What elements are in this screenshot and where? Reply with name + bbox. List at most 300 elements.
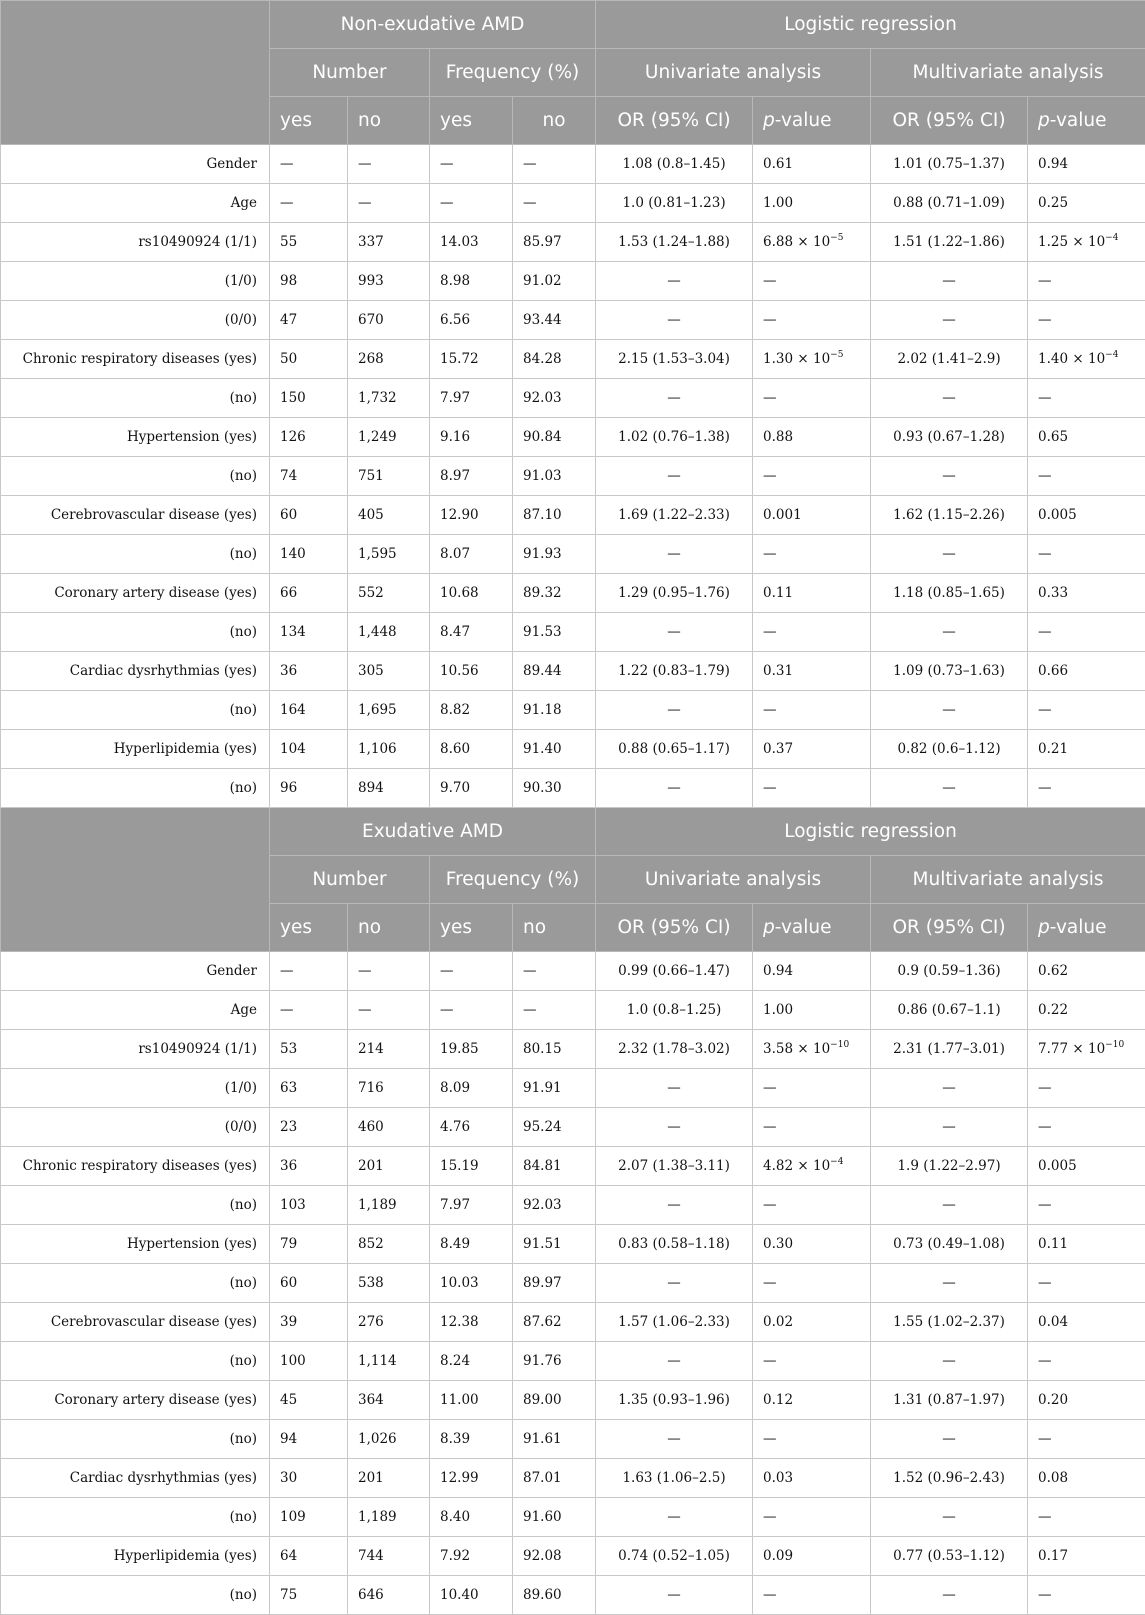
univariate-or-cell bbox=[596, 1537, 753, 1576]
number-no-cell bbox=[348, 613, 430, 652]
number-no-cell-text: 1,189 bbox=[358, 1197, 397, 1213]
univariate-p-cell-text: 1.30 × 10 bbox=[763, 351, 830, 367]
frequency-no-cell-text: 89.00 bbox=[523, 1392, 562, 1408]
univariate-p-cell-text: 1.00 bbox=[763, 195, 793, 211]
number-no-cell-text: 670 bbox=[358, 312, 384, 328]
univariate-or-cell-text: 2.32 (1.78–3.02) bbox=[618, 1041, 730, 1057]
number-yes-cell bbox=[270, 1030, 348, 1069]
frequency-yes-cell bbox=[430, 535, 513, 574]
number-no-cell-text: 1,448 bbox=[358, 624, 397, 640]
multivariate-p-header bbox=[1028, 904, 1145, 952]
frequency-yes-cell-text: 9.16 bbox=[440, 429, 470, 445]
variable-cell-text: (0/0) bbox=[225, 1119, 257, 1135]
frequency-yes-cell bbox=[430, 1537, 513, 1576]
number-yes-cell bbox=[270, 184, 348, 223]
multivariate-p-cell-text: 1.25 × 10 bbox=[1038, 234, 1105, 250]
univariate-or-cell-text: 2.15 (1.53–3.04) bbox=[618, 351, 730, 367]
multivariate-p-cell-text: 0.94 bbox=[1038, 156, 1068, 172]
frequency-no-cell-text: 91.60 bbox=[523, 1509, 562, 1525]
number-no-cell bbox=[348, 1186, 430, 1225]
variable-cell bbox=[1, 1108, 270, 1147]
variable-cell-text: (1/0) bbox=[225, 273, 257, 289]
group-header: Exudative AMD bbox=[270, 808, 596, 856]
table-row bbox=[1, 691, 1145, 730]
multivariate-p-cell-text: 0.20 bbox=[1038, 1392, 1068, 1408]
multivariate-p-cell-text: 0.005 bbox=[1038, 507, 1077, 523]
frequency-no-cell bbox=[513, 496, 596, 535]
univariate-or-cell-text: — bbox=[667, 1197, 681, 1213]
multivariate-or-cell bbox=[871, 1186, 1028, 1225]
univariate-or-cell bbox=[596, 952, 753, 991]
multivariate-p-cell-text: — bbox=[1038, 1587, 1052, 1603]
multivariate-or-cell-text: 0.77 (0.53–1.12) bbox=[893, 1548, 1005, 1564]
univariate-p-cell-text: — bbox=[763, 273, 777, 289]
number-no-cell bbox=[348, 1342, 430, 1381]
frequency-yes-cell-text: 10.03 bbox=[440, 1275, 479, 1291]
variable-cell bbox=[1, 691, 270, 730]
univariate-or-cell-text: 1.29 (0.95–1.76) bbox=[618, 585, 730, 601]
variable-cell bbox=[1, 730, 270, 769]
variable-cell bbox=[1, 145, 270, 184]
multivariate-or-cell-text: — bbox=[942, 624, 956, 640]
frequency-yes-cell bbox=[430, 379, 513, 418]
univariate-or-cell bbox=[596, 223, 753, 262]
frequency-yes-cell-text: — bbox=[440, 156, 454, 172]
number-no-cell bbox=[348, 574, 430, 613]
multivariate-p-cell bbox=[1028, 1303, 1145, 1342]
univariate-or-cell-text: 1.02 (0.76–1.38) bbox=[618, 429, 730, 445]
univariate-p-cell-text: — bbox=[763, 1431, 777, 1447]
frequency-yes-cell-text: 8.47 bbox=[440, 624, 470, 640]
table-row bbox=[1, 340, 1145, 379]
number-yes-cell-text: 50 bbox=[280, 351, 297, 367]
number-no-cell bbox=[348, 145, 430, 184]
multivariate-or-cell-text: 2.02 (1.41–2.9) bbox=[897, 351, 1000, 367]
univariate-or-cell-text: — bbox=[667, 1119, 681, 1135]
univariate-p-cell bbox=[753, 730, 871, 769]
variable-cell-text: (no) bbox=[230, 546, 257, 562]
table-row bbox=[1, 952, 1145, 991]
univariate-or-cell-text: — bbox=[667, 780, 681, 796]
section-body-non-exudative bbox=[1, 145, 1145, 808]
univariate-or-cell-text: — bbox=[667, 312, 681, 328]
univariate-p-cell-text: 0.03 bbox=[763, 1470, 793, 1486]
multivariate-or-cell-text: — bbox=[942, 1509, 956, 1525]
univariate-or-cell-text: 0.74 (0.52–1.05) bbox=[618, 1548, 730, 1564]
frequency-yes-cell bbox=[430, 769, 513, 808]
number-yes-cell bbox=[270, 1225, 348, 1264]
number-no-cell bbox=[348, 1225, 430, 1264]
multivariate-or-cell-text: — bbox=[942, 312, 956, 328]
variable-cell-text: (no) bbox=[230, 1197, 257, 1213]
frequency-yes-cell bbox=[430, 1420, 513, 1459]
multivariate-or-cell-text: — bbox=[942, 1080, 956, 1096]
number-no-cell-text: 1,249 bbox=[358, 429, 397, 445]
number-no-cell bbox=[348, 1147, 430, 1186]
univariate-p-cell-text: — bbox=[763, 702, 777, 718]
frequency-yes-cell bbox=[430, 1186, 513, 1225]
frequency-no-cell bbox=[513, 730, 596, 769]
number-no-cell-text: 716 bbox=[358, 1080, 384, 1096]
multivariate-p-header bbox=[1028, 97, 1145, 145]
univariate-p-cell bbox=[753, 1420, 871, 1459]
variable-cell bbox=[1, 952, 270, 991]
univariate-or-cell-text: — bbox=[667, 1353, 681, 1369]
univariate-or-cell bbox=[596, 301, 753, 340]
table-row bbox=[1, 1381, 1145, 1420]
frequency-no-cell-text: 84.81 bbox=[523, 1158, 562, 1174]
multivariate-p-cell-text: — bbox=[1038, 1119, 1052, 1135]
frequency-no-cell-text: 89.44 bbox=[523, 663, 562, 679]
number-yes-cell bbox=[270, 418, 348, 457]
frequency-no-cell-text: 90.84 bbox=[523, 429, 562, 445]
multivariate-p-cell bbox=[1028, 184, 1145, 223]
number-yes-cell-text: 64 bbox=[280, 1548, 297, 1564]
univariate-or-cell-text: — bbox=[667, 1587, 681, 1603]
frequency-header: Frequency (%) bbox=[430, 856, 596, 904]
number-no-cell bbox=[348, 769, 430, 808]
univariate-or-cell bbox=[596, 1147, 753, 1186]
number-yes-header: yes bbox=[270, 904, 348, 952]
table-row bbox=[1, 1420, 1145, 1459]
univariate-or-cell-text: — bbox=[667, 390, 681, 406]
number-yes-cell-text: 39 bbox=[280, 1314, 297, 1330]
multivariate-header: Multivariate analysis bbox=[871, 856, 1145, 904]
number-yes-cell bbox=[270, 379, 348, 418]
univariate-or-cell bbox=[596, 1498, 753, 1537]
number-no-cell-text: 1,114 bbox=[358, 1353, 397, 1369]
multivariate-p-cell-text: — bbox=[1038, 546, 1052, 562]
multivariate-or-cell bbox=[871, 952, 1028, 991]
number-yes-cell bbox=[270, 223, 348, 262]
frequency-no-cell-text: 85.97 bbox=[523, 234, 562, 250]
univariate-p-cell-text: — bbox=[763, 780, 777, 796]
multivariate-or-cell bbox=[871, 652, 1028, 691]
frequency-yes-cell bbox=[430, 691, 513, 730]
number-no-cell-text: 1,106 bbox=[358, 741, 397, 757]
frequency-yes-cell-text: 12.38 bbox=[440, 1314, 479, 1330]
number-yes-cell-text: 134 bbox=[280, 624, 306, 640]
univariate-p-cell bbox=[753, 1537, 871, 1576]
p-rest: -value bbox=[775, 917, 832, 938]
variable-cell bbox=[1, 1381, 270, 1420]
number-no-cell-text: — bbox=[358, 156, 372, 172]
variable-cell bbox=[1, 496, 270, 535]
frequency-no-cell-text: 84.28 bbox=[523, 351, 562, 367]
frequency-no-cell-text: 91.18 bbox=[523, 702, 562, 718]
frequency-no-cell bbox=[513, 145, 596, 184]
multivariate-or-cell bbox=[871, 418, 1028, 457]
univariate-p-cell-text: — bbox=[763, 468, 777, 484]
number-yes-cell-text: 140 bbox=[280, 546, 306, 562]
univariate-p-cell bbox=[753, 1303, 871, 1342]
univariate-or-header: OR (95% CI) bbox=[596, 97, 753, 145]
variable-cell-text: rs10490924 (1/1) bbox=[138, 1041, 257, 1057]
variable-cell bbox=[1, 1225, 270, 1264]
number-no-cell-text: 993 bbox=[358, 273, 384, 289]
number-no-cell bbox=[348, 1381, 430, 1420]
number-yes-cell-text: 60 bbox=[280, 1275, 297, 1291]
frequency-yes-cell-text: 8.49 bbox=[440, 1236, 470, 1252]
number-yes-cell bbox=[270, 1108, 348, 1147]
frequency-no-cell-text: 91.53 bbox=[523, 624, 562, 640]
number-yes-cell bbox=[270, 1264, 348, 1303]
multivariate-or-cell bbox=[871, 535, 1028, 574]
number-no-cell bbox=[348, 262, 430, 301]
table-row bbox=[1, 184, 1145, 223]
univariate-or-cell-text: 1.0 (0.8–1.25) bbox=[627, 1002, 722, 1018]
frequency-no-cell bbox=[513, 1576, 596, 1615]
variable-cell bbox=[1, 418, 270, 457]
multivariate-p-cell-exponent: −4 bbox=[1105, 350, 1118, 360]
univariate-or-cell bbox=[596, 457, 753, 496]
table-row bbox=[1, 730, 1145, 769]
univariate-or-cell-text: 1.69 (1.22–2.33) bbox=[618, 507, 730, 523]
multivariate-p-cell-text: 0.11 bbox=[1038, 1236, 1068, 1252]
univariate-p-cell-text: — bbox=[763, 312, 777, 328]
multivariate-p-cell bbox=[1028, 145, 1145, 184]
univariate-or-cell bbox=[596, 1342, 753, 1381]
multivariate-p-cell bbox=[1028, 1420, 1145, 1459]
multivariate-or-cell bbox=[871, 379, 1028, 418]
frequency-yes-cell bbox=[430, 1225, 513, 1264]
univariate-p-cell bbox=[753, 145, 871, 184]
number-no-cell bbox=[348, 535, 430, 574]
variable-cell bbox=[1, 613, 270, 652]
variable-cell bbox=[1, 574, 270, 613]
frequency-yes-cell-text: — bbox=[440, 963, 454, 979]
frequency-yes-cell bbox=[430, 1498, 513, 1537]
univariate-p-cell bbox=[753, 1147, 871, 1186]
multivariate-header: Multivariate analysis bbox=[871, 49, 1145, 97]
multivariate-p-cell bbox=[1028, 496, 1145, 535]
number-yes-cell-text: 109 bbox=[280, 1509, 306, 1525]
variable-cell-text: Hyperlipidemia (yes) bbox=[114, 741, 257, 757]
number-no-cell bbox=[348, 1498, 430, 1537]
number-no-cell-text: 214 bbox=[358, 1041, 384, 1057]
multivariate-p-cell bbox=[1028, 1030, 1145, 1069]
number-no-cell-text: 201 bbox=[358, 1158, 384, 1174]
table-row bbox=[1, 223, 1145, 262]
multivariate-or-cell-text: 1.01 (0.75–1.37) bbox=[893, 156, 1005, 172]
section-header-non-exudative bbox=[1, 1, 1145, 145]
multivariate-p-cell bbox=[1028, 457, 1145, 496]
variable-cell-text: Cerebrovascular disease (yes) bbox=[51, 1314, 257, 1330]
table-row bbox=[1, 1108, 1145, 1147]
frequency-no-cell-text: 95.24 bbox=[523, 1119, 562, 1135]
logistic-header: Logistic regression bbox=[596, 1, 1145, 49]
number-yes-cell bbox=[270, 1303, 348, 1342]
number-yes-cell-text: 60 bbox=[280, 507, 297, 523]
univariate-or-cell bbox=[596, 262, 753, 301]
univariate-or-cell bbox=[596, 1459, 753, 1498]
frequency-yes-cell bbox=[430, 262, 513, 301]
number-no-cell-text: 1,695 bbox=[358, 702, 397, 718]
multivariate-p-cell bbox=[1028, 340, 1145, 379]
frequency-no-cell-text: 89.60 bbox=[523, 1587, 562, 1603]
number-yes-cell bbox=[270, 1420, 348, 1459]
multivariate-or-cell-text: — bbox=[942, 1431, 956, 1447]
frequency-yes-cell-text: 8.98 bbox=[440, 273, 470, 289]
univariate-or-cell bbox=[596, 184, 753, 223]
univariate-or-cell-text: — bbox=[667, 546, 681, 562]
number-yes-cell bbox=[270, 340, 348, 379]
multivariate-p-cell-text: — bbox=[1038, 780, 1052, 796]
variable-cell bbox=[1, 1498, 270, 1537]
variable-cell bbox=[1, 457, 270, 496]
table-row bbox=[1, 1459, 1145, 1498]
univariate-p-cell-text: 0.11 bbox=[763, 585, 793, 601]
number-no-cell bbox=[348, 223, 430, 262]
number-yes-cell-text: 103 bbox=[280, 1197, 306, 1213]
number-yes-cell bbox=[270, 1342, 348, 1381]
multivariate-p-cell-text: 0.25 bbox=[1038, 195, 1068, 211]
frequency-no-cell-text: 89.97 bbox=[523, 1275, 562, 1291]
univariate-or-cell-text: — bbox=[667, 1431, 681, 1447]
univariate-or-cell bbox=[596, 418, 753, 457]
variable-cell bbox=[1, 1420, 270, 1459]
univariate-or-cell bbox=[596, 340, 753, 379]
variable-cell-text: (0/0) bbox=[225, 312, 257, 328]
multivariate-or-cell bbox=[871, 1030, 1028, 1069]
number-no-cell bbox=[348, 418, 430, 457]
variable-cell-text: (no) bbox=[230, 1587, 257, 1603]
frequency-no-cell-text: 91.51 bbox=[523, 1236, 562, 1252]
variable-cell bbox=[1, 301, 270, 340]
multivariate-or-cell-text: 1.55 (1.02–2.37) bbox=[893, 1314, 1005, 1330]
number-yes-cell-text: 36 bbox=[280, 663, 297, 679]
multivariate-or-cell-text: 1.9 (1.22–2.97) bbox=[897, 1158, 1000, 1174]
multivariate-or-cell bbox=[871, 1225, 1028, 1264]
multivariate-p-cell-text: 0.21 bbox=[1038, 741, 1068, 757]
variable-cell-text: (no) bbox=[230, 624, 257, 640]
univariate-p-cell-text: — bbox=[763, 546, 777, 562]
variable-cell-text: Hyperlipidemia (yes) bbox=[114, 1548, 257, 1564]
table-row bbox=[1, 652, 1145, 691]
variable-cell bbox=[1, 1459, 270, 1498]
number-no-header: no bbox=[348, 904, 430, 952]
multivariate-or-cell-text: 1.62 (1.15–2.26) bbox=[893, 507, 1005, 523]
variable-cell bbox=[1, 769, 270, 808]
univariate-p-cell-text: 0.88 bbox=[763, 429, 793, 445]
variable-cell-text: Gender bbox=[206, 156, 257, 172]
variable-cell bbox=[1, 1576, 270, 1615]
number-yes-cell bbox=[270, 1459, 348, 1498]
number-header: Number bbox=[270, 856, 430, 904]
univariate-p-cell bbox=[753, 535, 871, 574]
frequency-no-cell-text: 91.91 bbox=[523, 1080, 562, 1096]
variable-cell-text: Cardiac dysrhythmias (yes) bbox=[70, 663, 257, 679]
variable-cell bbox=[1, 1030, 270, 1069]
frequency-yes-cell-text: 8.97 bbox=[440, 468, 470, 484]
number-no-cell-text: — bbox=[358, 963, 372, 979]
multivariate-p-cell bbox=[1028, 1576, 1145, 1615]
number-yes-cell-text: 96 bbox=[280, 780, 297, 796]
number-yes-cell bbox=[270, 730, 348, 769]
univariate-p-cell bbox=[753, 418, 871, 457]
frequency-yes-cell-text: 8.40 bbox=[440, 1509, 470, 1525]
frequency-no-cell bbox=[513, 1303, 596, 1342]
number-no-cell bbox=[348, 991, 430, 1030]
table-row bbox=[1, 1303, 1145, 1342]
variable-cell-text: (no) bbox=[230, 1275, 257, 1291]
univariate-p-cell bbox=[753, 613, 871, 652]
number-yes-cell bbox=[270, 1147, 348, 1186]
multivariate-or-cell bbox=[871, 1420, 1028, 1459]
number-yes-cell-text: 100 bbox=[280, 1353, 306, 1369]
frequency-yes-cell-text: 8.60 bbox=[440, 741, 470, 757]
univariate-or-cell bbox=[596, 1030, 753, 1069]
multivariate-or-cell-text: — bbox=[942, 468, 956, 484]
multivariate-or-cell bbox=[871, 991, 1028, 1030]
number-yes-cell bbox=[270, 1381, 348, 1420]
variable-cell bbox=[1, 1264, 270, 1303]
frequency-yes-cell-text: 8.07 bbox=[440, 546, 470, 562]
multivariate-p-cell bbox=[1028, 1069, 1145, 1108]
univariate-p-cell-text: 0.02 bbox=[763, 1314, 793, 1330]
frequency-no-cell-text: 90.30 bbox=[523, 780, 562, 796]
p-rest: -value bbox=[775, 110, 832, 131]
multivariate-p-cell-text: 0.005 bbox=[1038, 1158, 1077, 1174]
frequency-yes-cell bbox=[430, 1264, 513, 1303]
multivariate-p-cell bbox=[1028, 1147, 1145, 1186]
frequency-no-cell-text: 91.76 bbox=[523, 1353, 562, 1369]
multivariate-p-cell bbox=[1028, 1459, 1145, 1498]
univariate-p-cell bbox=[753, 1069, 871, 1108]
frequency-no-cell bbox=[513, 418, 596, 457]
univariate-or-cell bbox=[596, 1225, 753, 1264]
multivariate-p-cell-text: 0.62 bbox=[1038, 963, 1068, 979]
variable-cell bbox=[1, 652, 270, 691]
variable-cell-text: Cardiac dysrhythmias (yes) bbox=[70, 1470, 257, 1486]
frequency-no-cell-text: — bbox=[523, 195, 537, 211]
univariate-or-cell-text: 0.83 (0.58–1.18) bbox=[618, 1236, 730, 1252]
univariate-p-cell bbox=[753, 262, 871, 301]
univariate-or-cell bbox=[596, 574, 753, 613]
number-yes-cell bbox=[270, 652, 348, 691]
number-header: Number bbox=[270, 49, 430, 97]
univariate-p-cell-text: — bbox=[763, 390, 777, 406]
univariate-p-header bbox=[753, 904, 871, 952]
univariate-or-cell bbox=[596, 1381, 753, 1420]
variable-cell bbox=[1, 1342, 270, 1381]
variable-cell bbox=[1, 1147, 270, 1186]
number-yes-cell bbox=[270, 535, 348, 574]
number-no-cell-text: 1,189 bbox=[358, 1509, 397, 1525]
number-yes-cell-text: 30 bbox=[280, 1470, 297, 1486]
univariate-p-cell-text: — bbox=[763, 1353, 777, 1369]
p-italic: p bbox=[1038, 110, 1050, 131]
multivariate-p-cell bbox=[1028, 1342, 1145, 1381]
univariate-or-cell-text: 1.53 (1.24–1.88) bbox=[618, 234, 730, 250]
univariate-p-cell-exponent: −5 bbox=[830, 233, 843, 243]
multivariate-or-cell bbox=[871, 1576, 1028, 1615]
number-no-cell bbox=[348, 1537, 430, 1576]
multivariate-or-cell bbox=[871, 574, 1028, 613]
multivariate-p-cell-text: — bbox=[1038, 1509, 1052, 1525]
number-yes-cell-text: 98 bbox=[280, 273, 297, 289]
frequency-yes-header: yes bbox=[430, 904, 513, 952]
number-no-cell-text: 552 bbox=[358, 585, 384, 601]
frequency-no-cell-text: — bbox=[523, 156, 537, 172]
multivariate-or-cell-text: — bbox=[942, 273, 956, 289]
univariate-or-cell bbox=[596, 1186, 753, 1225]
univariate-or-cell bbox=[596, 769, 753, 808]
number-no-cell-text: — bbox=[358, 1002, 372, 1018]
number-no-cell bbox=[348, 952, 430, 991]
frequency-yes-cell bbox=[430, 1303, 513, 1342]
variable-cell-text: (no) bbox=[230, 390, 257, 406]
